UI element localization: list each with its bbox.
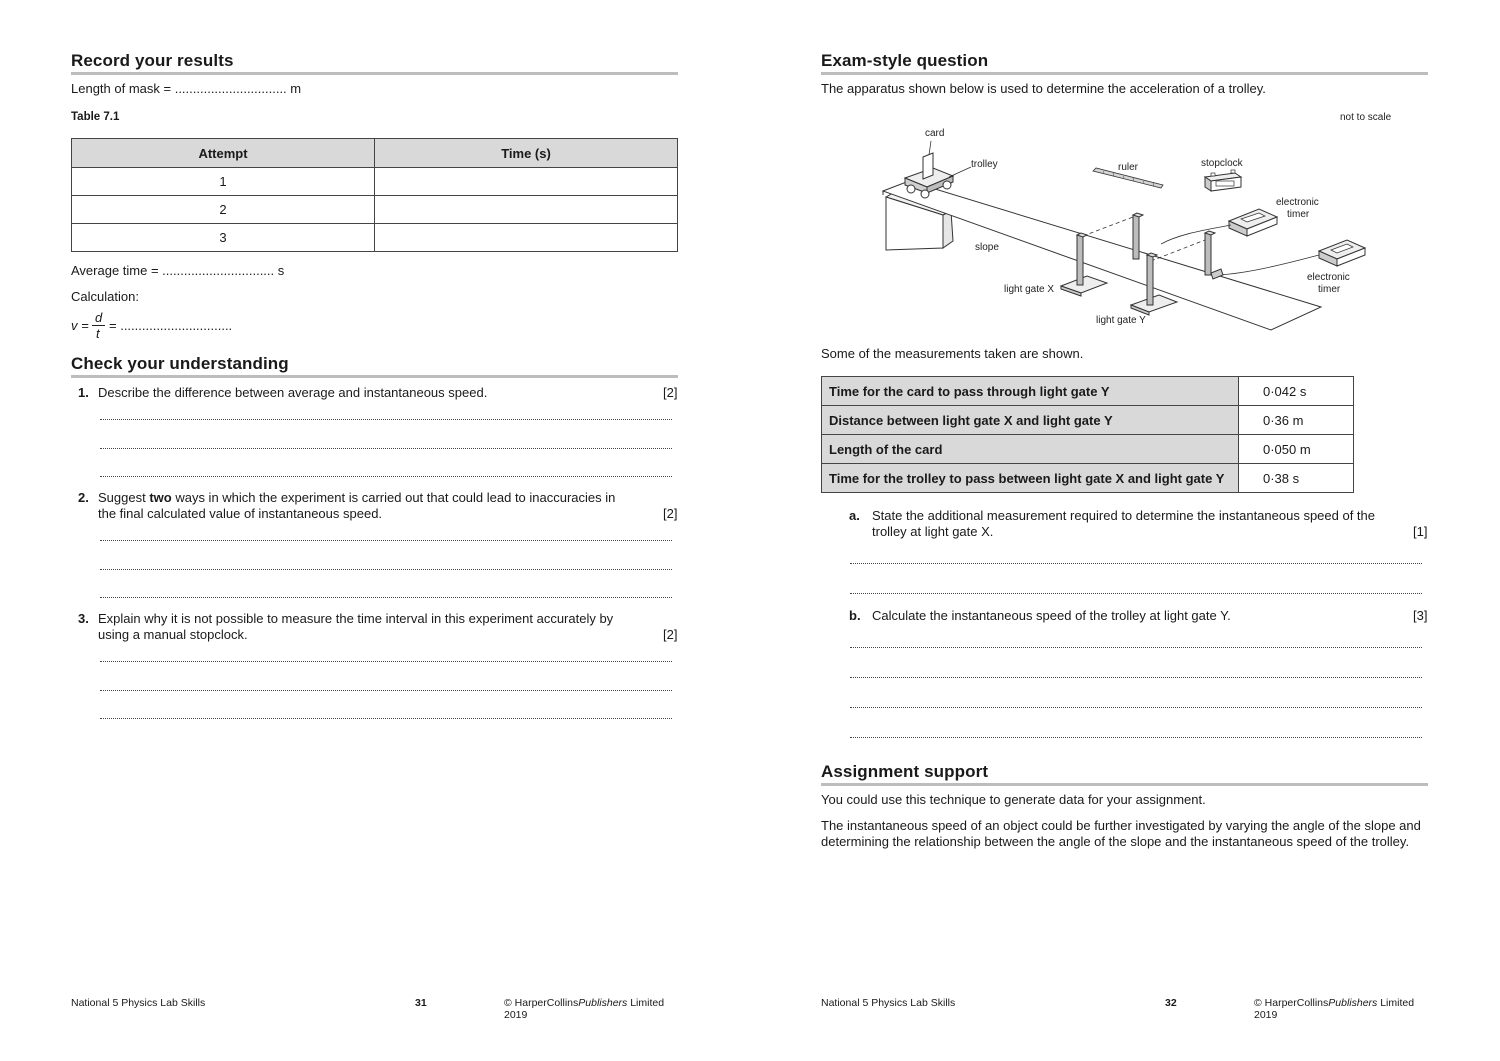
question-text: Explain why it is not possible to measure the time interval in this experiment accurately by (98, 611, 614, 626)
assignment-paragraph-1: You could use this technique to generate data for your assignment. (821, 792, 1206, 807)
answer-line[interactable] (100, 660, 672, 662)
table-cell-attempt: 3 (72, 224, 375, 252)
table-row (822, 377, 1354, 406)
measurements-intro: Some of the measurements taken are shown. (821, 346, 1084, 361)
copyright-italic: Publishers (1328, 997, 1378, 1009)
copyright-italic: Publishers (578, 997, 628, 1009)
footer-book-title: National 5 Physics Lab Skills (71, 997, 206, 1009)
calculation-label: Calculation: (71, 289, 139, 304)
table-row (72, 196, 678, 224)
footer-book-title: National 5 Physics Lab Skills (821, 997, 956, 1009)
measurement-label: Distance between light gate X and light gate Y (822, 406, 1239, 435)
electronic-timer-2-label-line-1: electronic (1307, 272, 1350, 283)
right-page (821, 0, 1428, 1061)
apparatus-diagram (861, 105, 1421, 337)
stopclock-label: stopclock (1201, 158, 1243, 169)
measurement-value: 0·38 s (1239, 464, 1354, 493)
footer-copyright (504, 997, 678, 1021)
check-understanding-heading: Check your understanding (71, 354, 289, 373)
table-cell-time[interactable] (375, 224, 678, 252)
length-of-mask-line: Length of mask = ............................... m (71, 81, 302, 96)
table-row (822, 406, 1354, 435)
answer-line[interactable] (850, 592, 1422, 594)
copyright-text: Limited 2019 (1254, 997, 1415, 1021)
question-text: Describe the difference between average and instantaneous speed. (98, 385, 488, 400)
copyright-text: Limited 2019 (504, 997, 665, 1021)
part-text: State the additional measurement required to determine the instantaneous speed of the (872, 508, 1375, 523)
footer-page-number: 32 (1165, 997, 1177, 1009)
light-gate-x-label: light gate X (1004, 284, 1055, 295)
answer-line[interactable] (850, 706, 1422, 708)
question-marks: [2] (663, 385, 678, 400)
slope-ramp (883, 181, 1321, 330)
formula-denominator: t (96, 326, 100, 341)
part-text: Calculate the instantaneous speed of the trolley at light gate Y. (872, 608, 1231, 623)
measurement-value: 0·050 m (1239, 435, 1354, 464)
table-row (822, 464, 1354, 493)
footer-copyright (1254, 997, 1428, 1021)
stopclock-icon (1205, 170, 1241, 191)
answer-line[interactable] (100, 539, 672, 541)
part-marks: [3] (1413, 608, 1428, 623)
question-marks: [2] (663, 506, 678, 521)
heading-rule (821, 783, 1428, 786)
assignment-paragraph-2-line-1: The instantaneous speed of an object could be further investigated by varying the angle of the slope and (821, 818, 1421, 833)
light-gate-y-label: light gate Y (1096, 315, 1146, 326)
table-cell-attempt: 2 (72, 196, 375, 224)
formula-lhs: v = (71, 318, 89, 333)
question-number: 3. (78, 611, 89, 626)
assignment-support-heading: Assignment support (821, 762, 989, 781)
answer-line[interactable] (100, 568, 672, 570)
table-header-attempt: Attempt (72, 139, 375, 168)
record-results-heading: Record your results (71, 51, 234, 70)
average-time-line: Average time = ............................... s (71, 263, 285, 278)
formula-rhs: = ............................... (109, 318, 233, 333)
ruler-label: ruler (1118, 162, 1139, 173)
assignment-paragraph-2-line-2: determining the relationship between the angle of the slope and the instantaneous speed of the trolley. (821, 834, 1410, 849)
question-number: 1. (78, 385, 89, 400)
not-to-scale-label: not to scale (1340, 112, 1392, 123)
formula-numerator: d (95, 310, 103, 325)
question-text-part: Suggest (98, 490, 150, 505)
answer-line[interactable] (850, 562, 1422, 564)
answer-line[interactable] (850, 676, 1422, 678)
question-text (98, 490, 615, 506)
question-text-line-2: using a manual stopclock. (98, 627, 248, 642)
heading-rule (821, 72, 1428, 75)
table-row (72, 224, 678, 252)
part-letter: b. (849, 608, 861, 623)
table-header-time: Time (s) (375, 139, 678, 168)
measurement-label: Time for the trolley to pass between light gate X and light gate Y (822, 464, 1239, 493)
part-marks: [1] (1413, 524, 1428, 539)
results-table (71, 138, 678, 252)
question-text-emphasis: two (149, 490, 172, 505)
measurements-table (821, 376, 1354, 493)
card-icon (923, 153, 933, 179)
left-page (71, 0, 678, 1061)
heading-rule (71, 72, 678, 75)
table-cell-time[interactable] (375, 196, 678, 224)
table-cell-attempt: 1 (72, 168, 375, 196)
copyright-text: © HarperCollins (1254, 997, 1329, 1009)
answer-line[interactable] (100, 475, 672, 477)
table-cell-time[interactable] (375, 168, 678, 196)
electronic-timer-2-label-line-2: timer (1318, 284, 1341, 295)
part-text-line-2: trolley at light gate X. (872, 524, 994, 539)
answer-line[interactable] (100, 596, 672, 598)
table-row (72, 168, 678, 196)
measurement-label: Time for the card to pass through light gate Y (822, 377, 1239, 406)
question-marks: [2] (663, 627, 678, 642)
footer-page-number: 31 (415, 997, 427, 1009)
trolley-label: trolley (971, 159, 998, 170)
card-label: card (925, 128, 945, 139)
slope-label: slope (975, 242, 999, 253)
question-text-part: ways in which the experiment is carried out that could lead to inaccuracies in (171, 490, 616, 505)
electronic-timer-1-label-line-1: electronic (1276, 197, 1319, 208)
answer-line[interactable] (850, 646, 1422, 648)
electronic-timer-1-label-line-2: timer (1287, 209, 1310, 220)
table-caption: Table 7.1 (71, 111, 120, 123)
answer-line[interactable] (100, 717, 672, 719)
measurement-label: Length of the card (822, 435, 1239, 464)
copyright-text: © HarperCollins (504, 997, 579, 1009)
answer-line[interactable] (100, 418, 672, 420)
answer-line[interactable] (850, 736, 1422, 738)
exam-intro: The apparatus shown below is used to determine the acceleration of a trolley. (821, 81, 1266, 96)
measurement-value: 0·36 m (1239, 406, 1354, 435)
answer-line[interactable] (100, 689, 672, 691)
electronic-timer-1-icon (1229, 209, 1277, 236)
measurement-value: 0·042 s (1239, 377, 1354, 406)
table-row (822, 435, 1354, 464)
part-letter: a. (849, 508, 860, 523)
answer-line[interactable] (100, 447, 672, 449)
question-number: 2. (78, 490, 89, 505)
exam-question-heading: Exam-style question (821, 51, 989, 70)
heading-rule (71, 375, 678, 378)
question-text-line-2: the final calculated value of instantaneous speed. (98, 506, 383, 521)
electronic-timer-2-icon (1319, 240, 1365, 266)
